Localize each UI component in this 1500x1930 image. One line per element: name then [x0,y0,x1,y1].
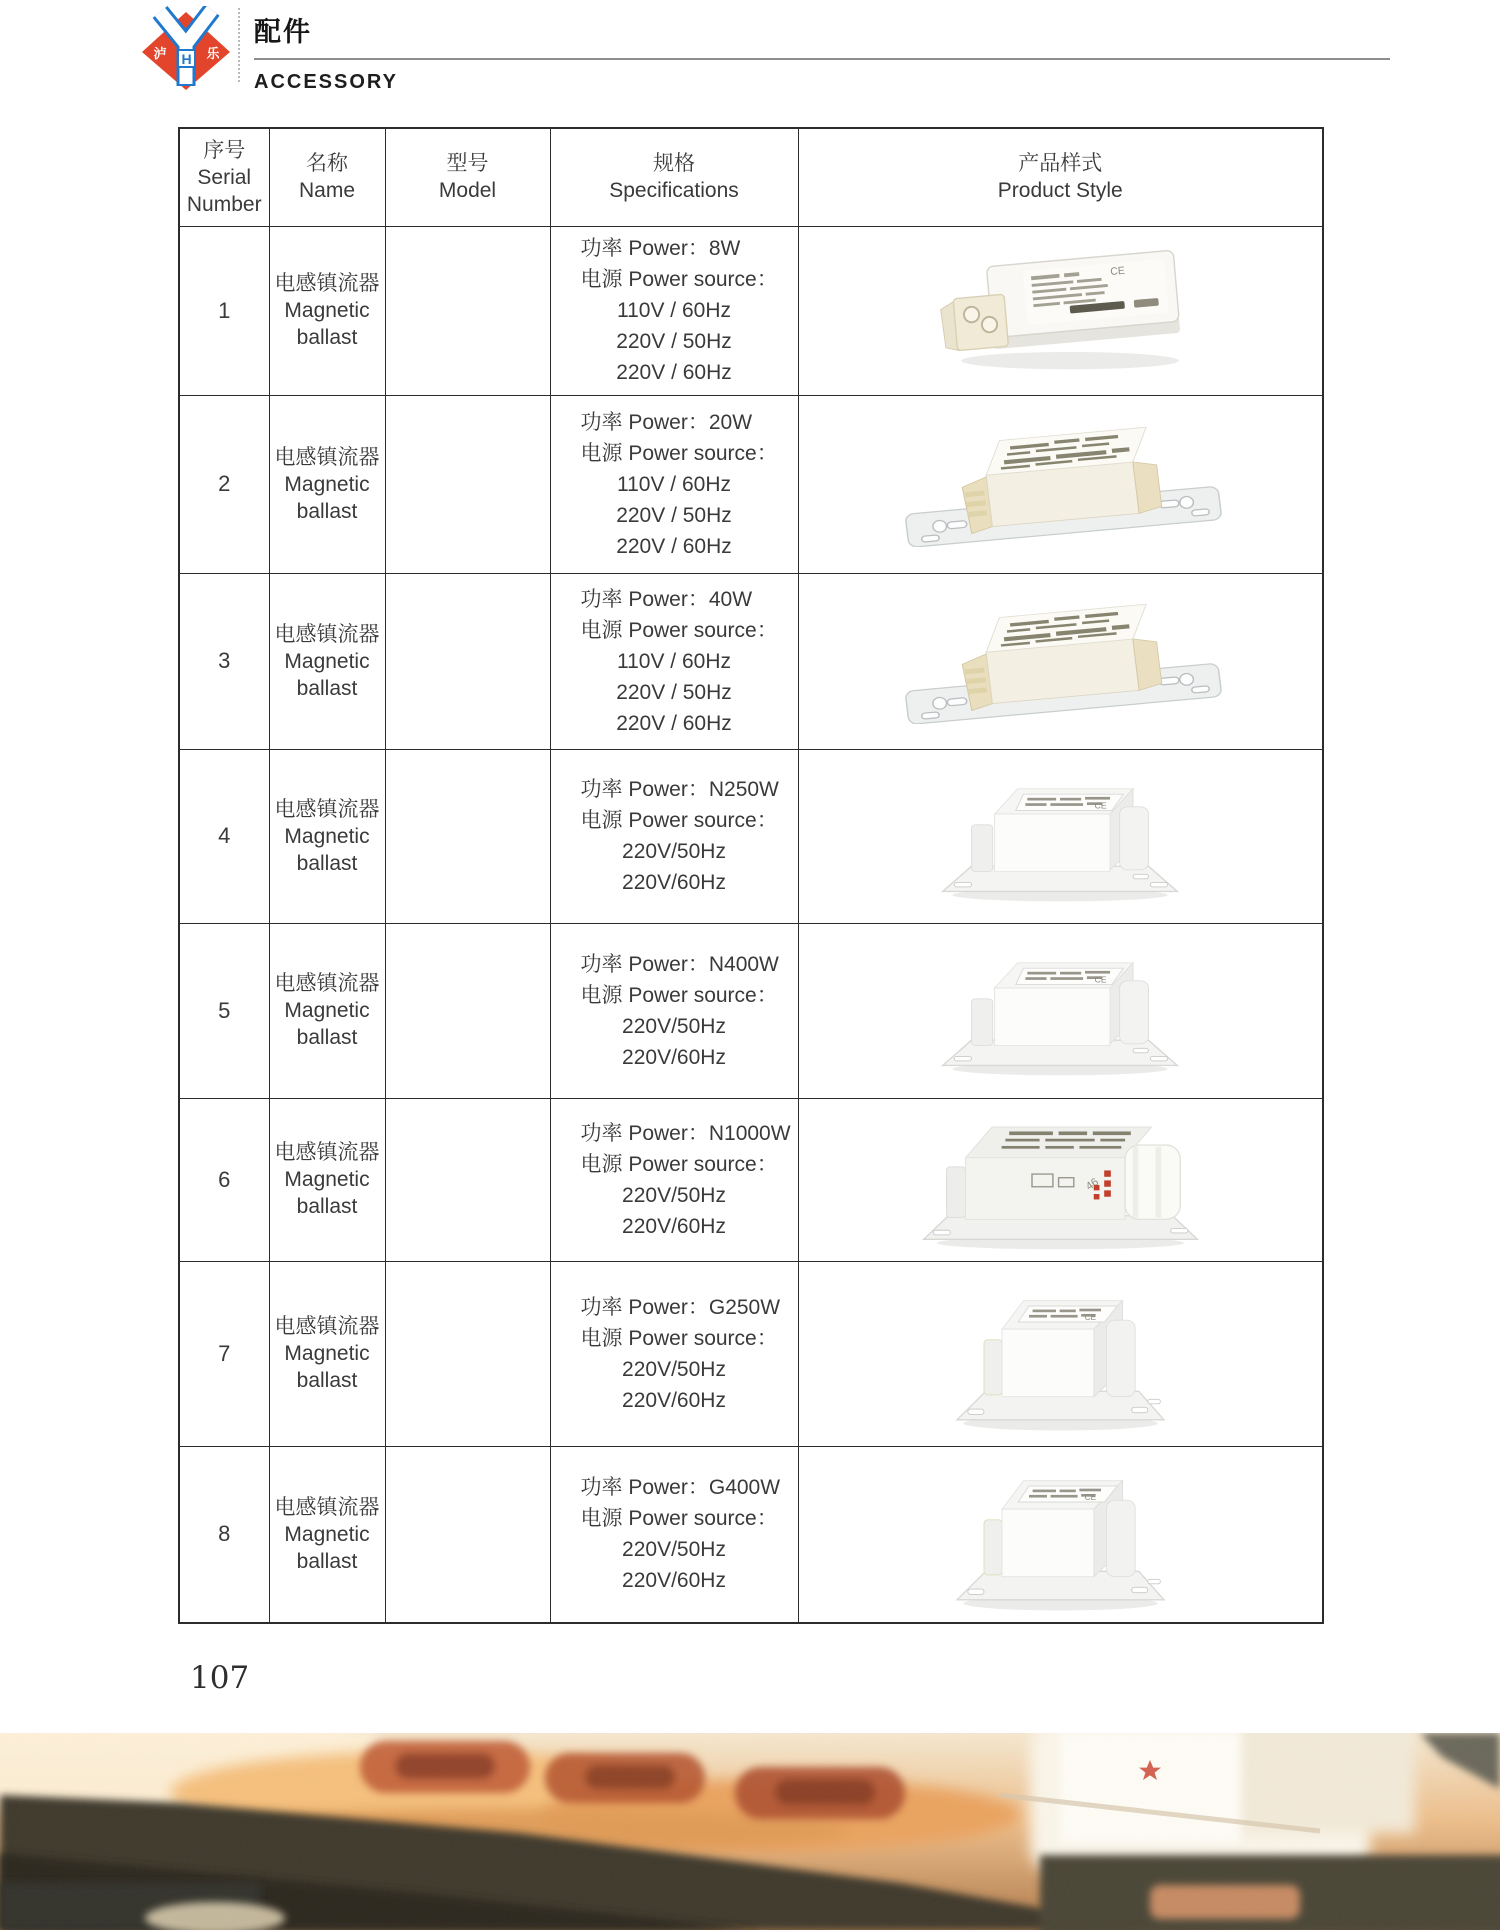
page-title-zh: 配件 [254,17,312,47]
spec-line: 电源 Power source： [580,1326,778,1350]
serial-cell: 3 [179,573,269,749]
specs-cell [550,749,798,923]
name-zh: 电感镇流器 [274,1315,380,1338]
name-zh: 电感镇流器 [274,1141,380,1164]
serial-cell: 5 [179,923,269,1098]
product-cell [798,395,1323,573]
spec-line: 功率 Power：8W [580,237,741,260]
name-cell [269,1261,385,1446]
spec-line: 220V/50Hz [622,1357,726,1381]
product-cell [798,923,1323,1098]
table-row [179,395,1323,573]
masthead-rule [254,58,1390,60]
masthead [254,10,1394,94]
logo-left-char: 泸 [153,46,167,61]
logo-right-char: 乐 [206,46,220,61]
spec-line: 功率 Power：G400W [580,1476,781,1500]
name-zh: 电感镇流器 [274,1495,380,1519]
column-header-serial [179,128,269,226]
column-header-zh: 名称 [306,152,348,176]
table-row [179,1261,1323,1446]
column-header-zh: 序号 [203,138,246,162]
spec-line: 220V/50Hz [622,840,726,863]
specs-cell [550,1446,798,1623]
spec-line: 电源 Power source： [580,268,778,291]
product-photo-magnetic-ballast-40w [895,599,1225,724]
product-cell [798,573,1323,749]
name-en: Magnetic ballast [284,1522,370,1573]
specs-cell [550,573,798,749]
name-zh: 电感镇流器 [274,972,380,995]
column-header-en: Model [438,179,497,203]
page-number: 107 [190,1660,250,1696]
spec-line: 电源 Power source： [580,441,778,465]
serial-cell: 2 [179,395,269,573]
spec-line: 功率 Power：N400W [580,952,779,976]
product-photo-magnetic-ballast-n400w [935,943,1185,1078]
spec-line: 220V/60Hz [622,1045,726,1069]
spec-line: 功率 Power：40W [580,587,753,611]
accessory-table [178,127,1324,1624]
table-row [179,1446,1323,1623]
spec-line: 220V / 60Hz [616,361,732,384]
column-header-zh: 型号 [446,152,489,176]
model-cell [385,1261,550,1446]
name-zh: 电感镇流器 [274,797,380,821]
name-en: Magnetic ballast [284,472,370,523]
table-row [179,1098,1323,1261]
specs-cell [550,1261,798,1446]
specs-cell [550,226,798,395]
name-en: Magnetic ballast [284,649,370,700]
product-photo-magnetic-ballast-g250w [948,1274,1173,1434]
spec-line: 110V / 60Hz [616,472,731,496]
column-header-model [385,128,550,226]
table-row [179,226,1323,395]
column-header-en: Product Style [997,179,1123,203]
spec-line: 功率 Power：20W [580,410,753,434]
name-cell [269,1446,385,1623]
name-cell [269,1098,385,1261]
spec-line: 110V / 60Hz [616,649,731,673]
name-en: Magnetic ballast [284,1342,370,1392]
product-photo-magnetic-ballast-20w [895,422,1225,547]
spec-line: 220V/50Hz [622,1183,726,1207]
serial-cell: 7 [179,1261,269,1446]
model-cell [385,1098,550,1261]
name-zh: 电感镇流器 [274,622,380,646]
name-en: Magnetic ballast [284,1168,370,1218]
name-cell [269,226,385,395]
page-title-en: ACCESSORY [254,71,398,93]
model-cell [385,226,550,395]
spec-line: 220V / 50Hz [616,330,732,353]
spec-line: 电源 Power source： [580,1507,778,1531]
model-cell [385,573,550,749]
name-cell [269,573,385,749]
table-row [179,573,1323,749]
name-en: Magnetic ballast [284,299,370,349]
product-cell [798,226,1323,395]
spec-line: 220V / 60Hz [616,534,732,558]
table-row [179,923,1323,1098]
spec-line: 220V/50Hz [622,1538,726,1562]
name-en: Magnetic ballast [284,824,370,875]
spec-line: 电源 Power source： [580,1152,778,1176]
company-logo [138,6,234,90]
spec-line: 电源 Power source： [580,618,778,642]
serial-cell: 8 [179,1446,269,1623]
spec-line: 220V / 60Hz [616,711,732,735]
product-photo-magnetic-ballast-n1000w [918,1107,1203,1252]
spec-line: 220V/60Hz [622,1388,726,1412]
name-cell [269,749,385,923]
specs-cell [550,1098,798,1261]
footer-photo [0,1733,1500,1930]
name-zh: 电感镇流器 [274,272,380,295]
spec-line: 电源 Power source： [580,809,778,832]
table-header-row [179,128,1323,226]
serial-cell: 1 [179,226,269,395]
spec-line: 110V / 60Hz [616,299,731,322]
column-header-name [269,128,385,226]
spec-line: 功率 Power：N250W [580,778,779,801]
model-cell [385,1446,550,1623]
column-header-product-style [798,128,1323,226]
product-cell [798,1098,1323,1261]
column-header-zh: 产品样式 [1018,152,1103,176]
name-cell [269,395,385,573]
column-header-en: Serial Number [186,165,262,216]
spec-line: 电源 Power source： [580,983,778,1007]
masthead-divider [238,8,240,82]
product-cell [798,1446,1323,1623]
product-photo-magnetic-ballast-n250w [935,769,1185,904]
spec-line: 220V/60Hz [622,1214,726,1238]
model-cell [385,923,550,1098]
specs-cell [550,923,798,1098]
column-header-zh: 规格 [653,152,695,176]
model-cell [385,749,550,923]
name-en: Magnetic ballast [284,999,370,1049]
spec-line: 220V / 50Hz [616,503,732,527]
spec-line: 220V/50Hz [622,1014,726,1038]
product-photo-magnetic-ballast-8w [928,243,1193,378]
night-harbor-ship-photo [0,1733,1500,1930]
product-photo-magnetic-ballast-g400w [948,1454,1173,1614]
spec-line: 220V / 50Hz [616,680,732,704]
spec-line: 功率 Power：G250W [580,1295,781,1319]
product-cell [798,749,1323,923]
table-row [179,749,1323,923]
serial-cell: 6 [179,1098,269,1261]
spec-line: 功率 Power：N1000W [580,1121,791,1145]
specs-cell [550,395,798,573]
product-cell [798,1261,1323,1446]
serial-cell: 4 [179,749,269,923]
logo-center-char: H [181,51,192,67]
spec-line: 220V/60Hz [622,871,726,894]
column-header-specifications [550,128,798,226]
name-cell [269,923,385,1098]
model-cell [385,395,550,573]
column-header-en: Specifications [609,179,739,203]
name-zh: 电感镇流器 [274,445,380,469]
column-header-en: Name [298,179,356,203]
spec-line: 220V/60Hz [622,1569,726,1593]
